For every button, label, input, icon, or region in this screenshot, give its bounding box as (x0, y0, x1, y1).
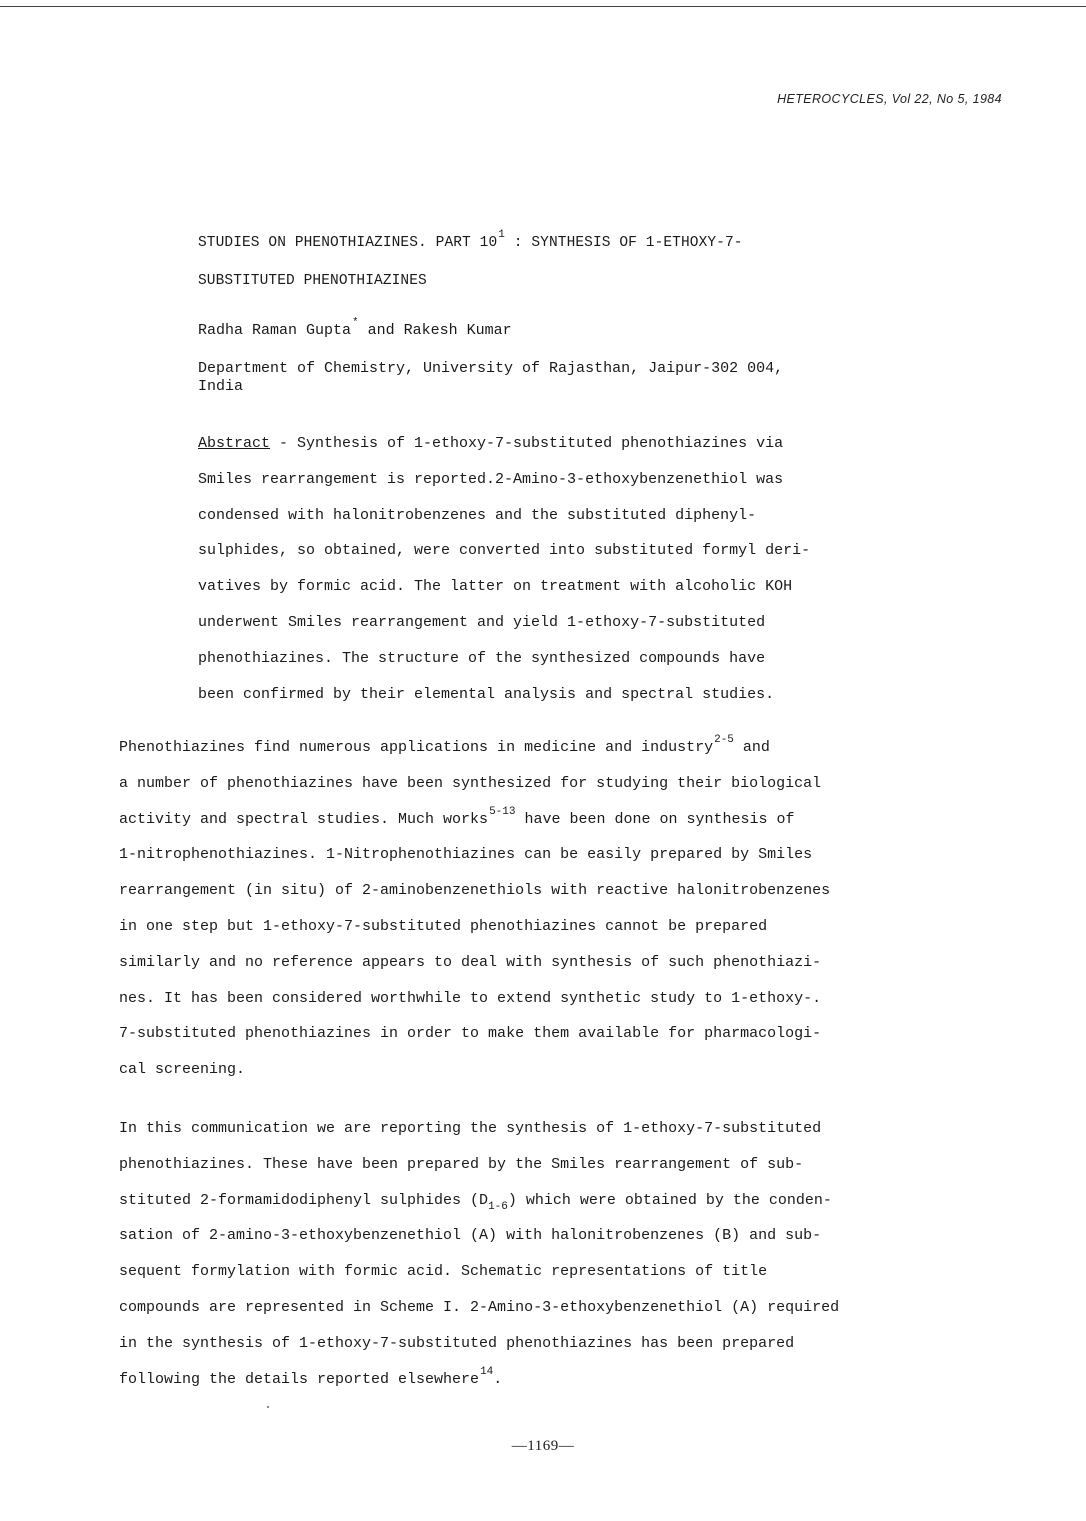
body-text: ) which were obtained by the conden- (507, 1191, 832, 1209)
subscript: 1-6 (488, 1200, 508, 1213)
abstract-line: condensed with halonitrobenzenes and the substituted diphenyl- (198, 506, 757, 524)
abstract-line: sulphides, so obtained, were converted into substituted formyl deri- (198, 542, 811, 560)
body-line (119, 1365, 1019, 1404)
abstract (198, 432, 958, 718)
body-line: cal screening. (119, 1061, 246, 1079)
authors (198, 317, 512, 339)
page-number: —1169— (511, 1438, 575, 1454)
body-line: In this communication we are reporting the synthesis of 1-ethoxy-7-substituted (119, 1120, 822, 1137)
body-line: 7-substituted phenothiazines in order to make them available for pharmacologi- (119, 1025, 822, 1043)
body-line: a number of phenothiazines have been synthesized for studying their biological (119, 774, 822, 792)
body-text: activity and spectral studies. Much works (119, 810, 489, 828)
abstract-heading: Abstract (198, 435, 271, 452)
title-text: STUDIES ON PHENOTHIAZINES. PART 10 (198, 235, 498, 251)
title-line: SUBSTITUTED PHENOTHIAZINES (198, 273, 427, 289)
affiliation (198, 360, 783, 396)
abstract-line: vatives by formic acid. The latter on treatment with alcoholic KOH (198, 578, 793, 596)
body-line: rearrangement (in situ) of 2-aminobenzenethiols with reactive halonitrobenzenes (119, 882, 831, 900)
body-text: . (493, 1370, 503, 1388)
author-name: Radha Raman Gupta (198, 322, 352, 339)
body-line: 1-nitrophenothiazines. 1-Nitrophenothiazines can be easily prepared by Smiles (119, 846, 813, 864)
article-title (198, 229, 958, 308)
journal-citation: HETEROCYCLES, Vol 22, No 5, 1984 (777, 92, 1002, 106)
abstract-line: Smiles rearrangement is reported.2-Amino-3-ethoxybenzenethiol was (198, 470, 784, 488)
title-superscript: 1 (498, 229, 505, 241)
body-text: have been done on synthesis of (515, 810, 795, 828)
body-paragraph-2 (119, 1117, 1019, 1403)
corresponding-author-mark: * (352, 317, 359, 329)
abstract-line: been confirmed by their elemental analysis and spectral studies. (198, 685, 775, 703)
body-text: following the details reported elsewhere (119, 1370, 480, 1388)
body-line (119, 805, 1019, 844)
reference-superscript: 5-13 (489, 805, 516, 818)
affiliation-line: India (198, 378, 244, 395)
abstract-line (198, 432, 958, 468)
body-line (119, 736, 1019, 772)
body-line: sation of 2-amino-3-ethoxybenzenethiol (A) with halonitrobenzenes (B) and sub- (119, 1227, 822, 1245)
reference-superscript: 14 (480, 1365, 494, 1378)
body-text: Phenothiazines find numerous applications in medicine and industry (119, 739, 714, 756)
abstract-line: underwent Smiles rearrangement and yield 1-ethoxy-7-substituted (198, 613, 766, 631)
abstract-text: - Synthesis of 1-ethoxy-7-substituted phenothiazines via (270, 435, 784, 452)
author-name: and Rakesh Kumar (358, 322, 512, 339)
title-line (198, 229, 958, 270)
top-rule (0, 6, 1086, 7)
body-line (119, 1189, 1019, 1225)
body-line: nes. It has been considered worthwhile to extend synthetic study to 1-ethoxy-. (119, 989, 822, 1007)
body-line: similarly and no reference appears to deal with synthesis of such phenothiazi- (119, 953, 822, 971)
title-text: : SYNTHESIS OF 1-ETHOXY-7- (504, 235, 743, 251)
body-line: in the synthesis of 1-ethoxy-7-substituted phenothiazines has been prepared (119, 1334, 795, 1352)
affiliation-line: Department of Chemistry, University of Rajasthan, Jaipur-302 004, (198, 360, 784, 377)
body-line: sequent formylation with formic acid. Schematic representations of title (119, 1263, 768, 1281)
reference-superscript: 2-5 (714, 734, 734, 746)
body-text: and (733, 739, 770, 756)
body-line: compounds are represented in Scheme I. 2-Amino-3-ethoxybenzenethiol (A) required (119, 1298, 840, 1316)
body-paragraph-1 (119, 736, 1019, 1094)
scan-speck (267, 1406, 269, 1408)
abstract-line: phenothiazines. The structure of the synthesized compounds have (198, 649, 766, 667)
body-text: stituted 2-formamidodiphenyl sulphides (D (119, 1191, 489, 1209)
body-line: in one step but 1-ethoxy-7-substituted phenothiazines cannot be prepared (119, 917, 768, 935)
body-line: phenothiazines. These have been prepared by the Smiles rearrangement of sub- (119, 1155, 804, 1173)
